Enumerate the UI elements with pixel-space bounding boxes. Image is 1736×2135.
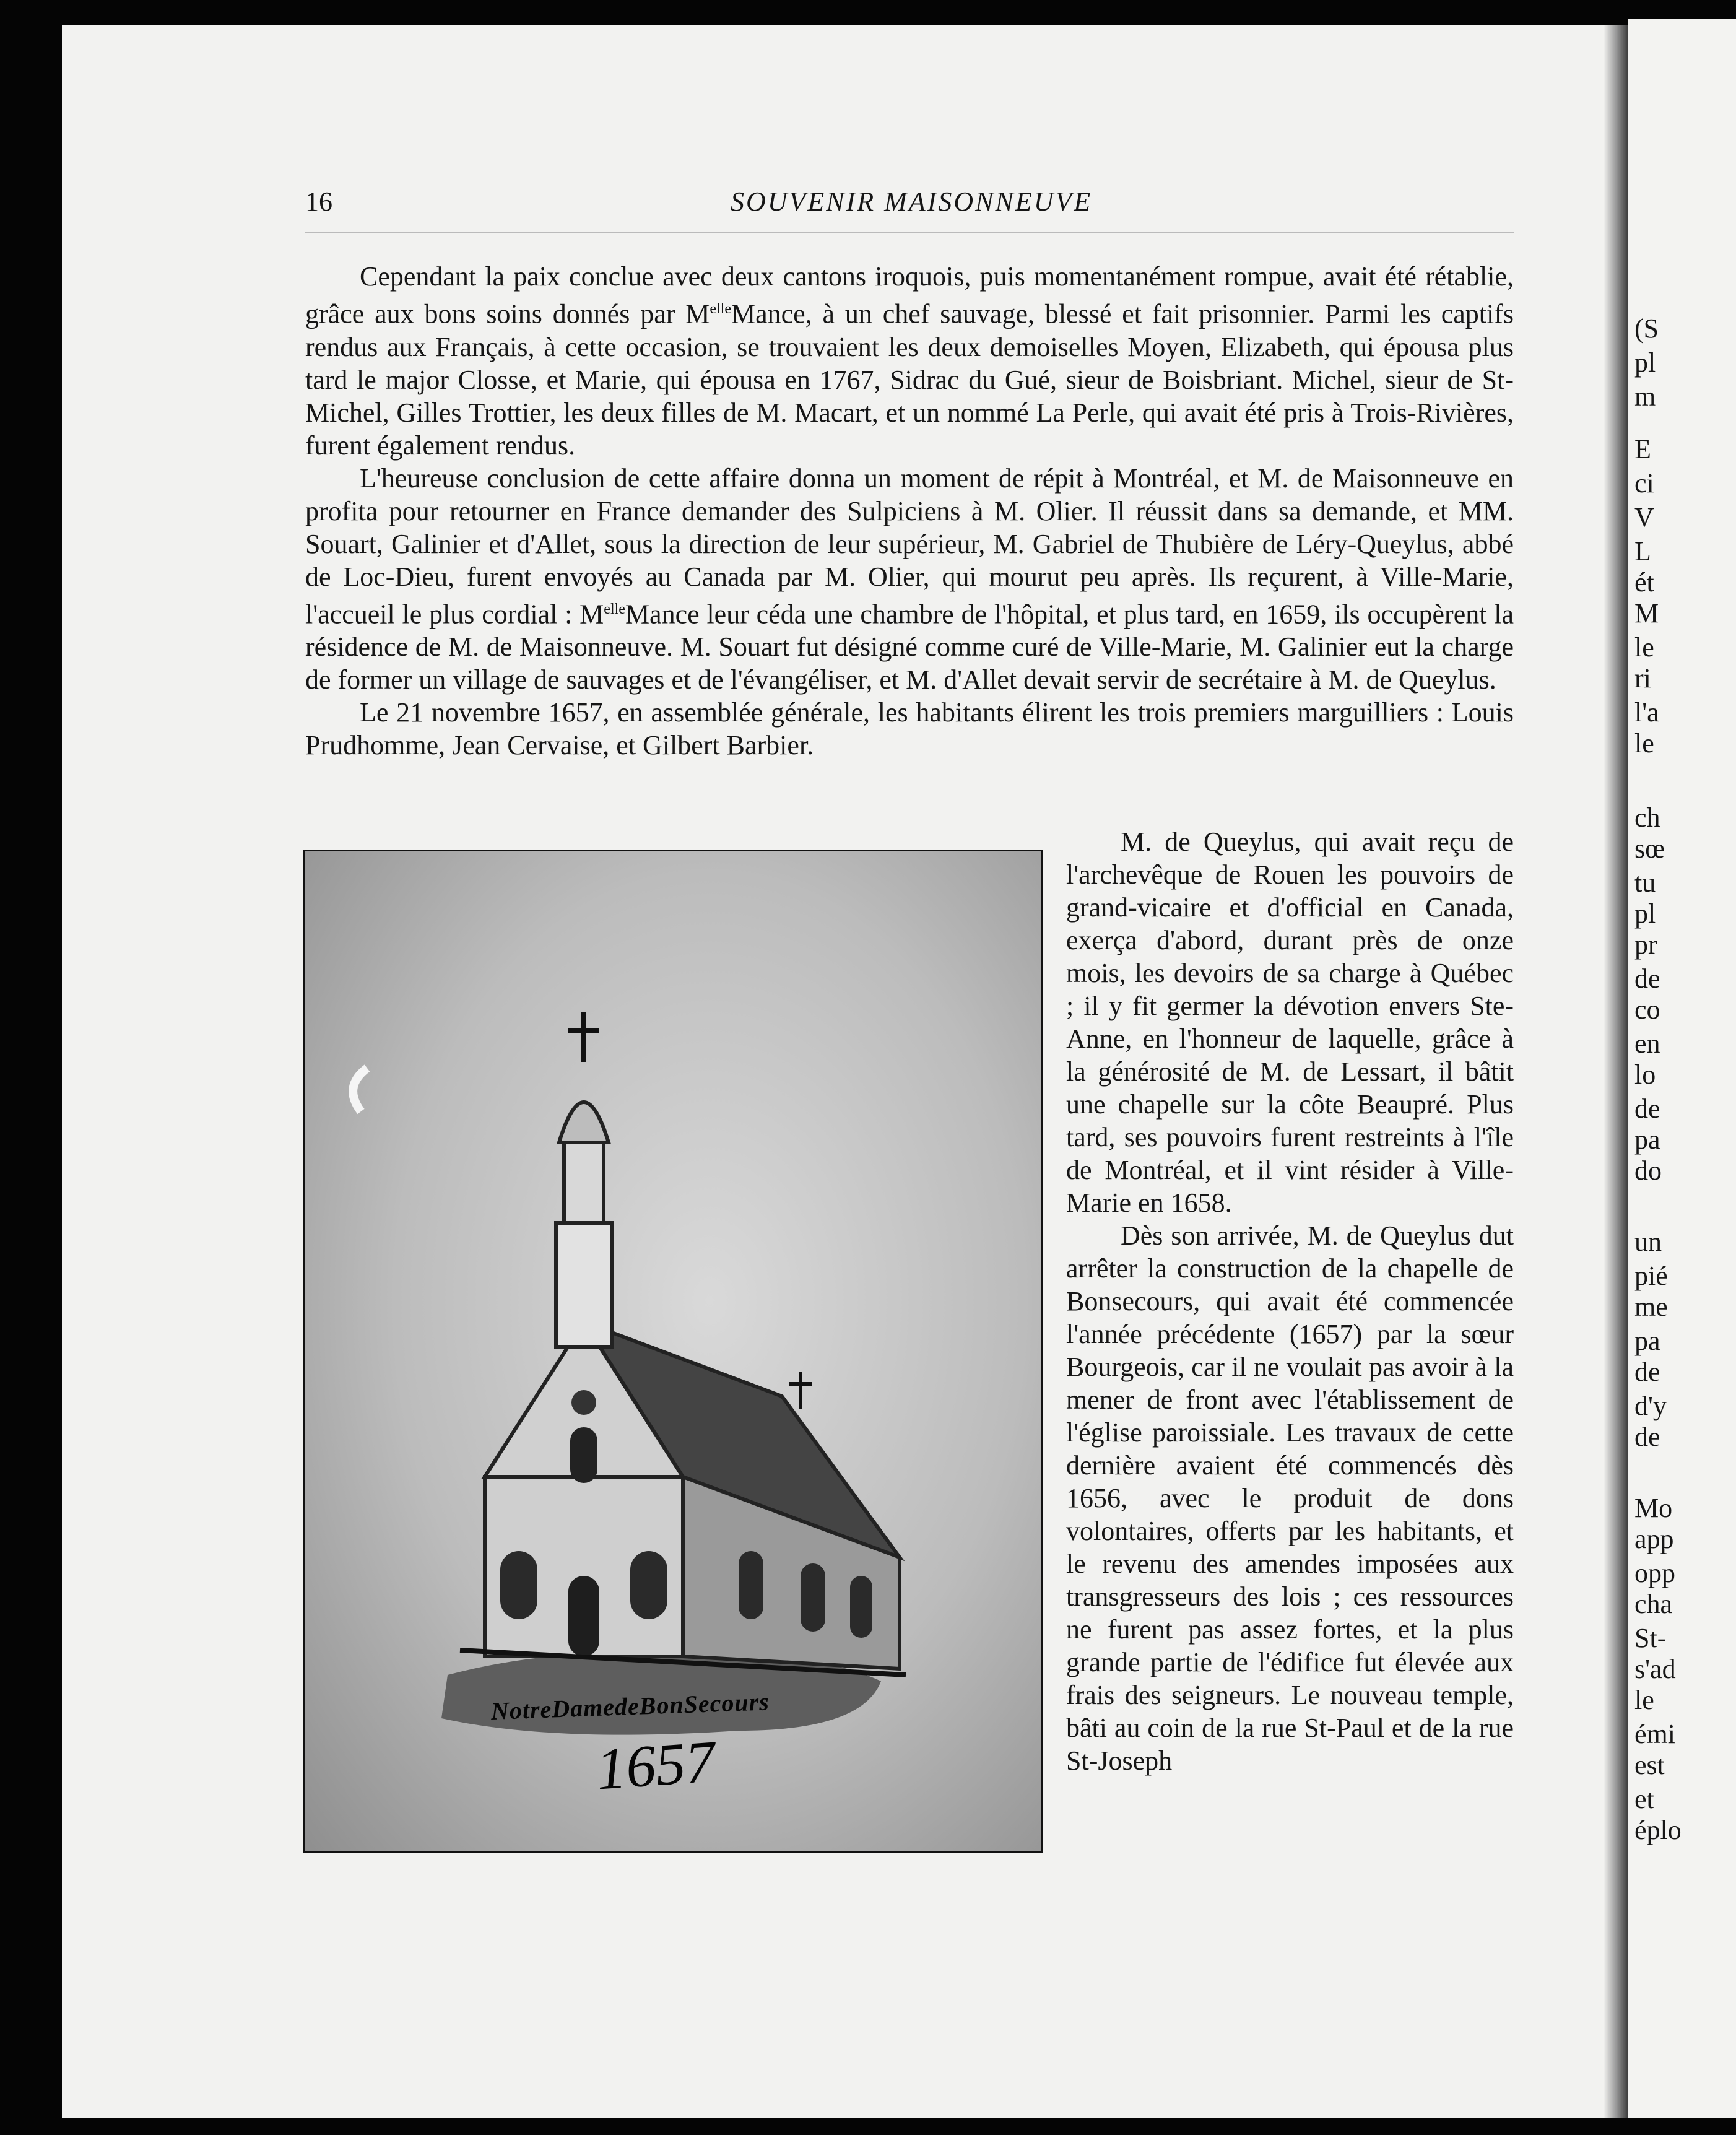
facade-window-left: [500, 1551, 537, 1619]
facing-page-line: pr: [1634, 929, 1657, 960]
facing-page-edge: [1628, 19, 1736, 2118]
side-paragraph-2: Dès son arrivée, M. de Queylus dut arrêter la construction de la chapelle de Bonsecours, qui avait été commencée l'année précédente (1657) par la sœur Bourgeois, car il ne voulait pas avoir à la mener de front avec l'établissement de l'église paroissiale. Les travaux de cette dernière avaient été commencés dès 1656, avec le produit de dons volontaires, offerts par les habitants, et le revenu des amendes imposées aux transgresseurs des lois ; ces ressources ne furent pas assez fortes, et la plus grande partie de l'édifice fut élevée aux frais des seigneurs. Le nouveau temple, bâti au coin de la rue St-Paul et de la rue St-Joseph: [1066, 1220, 1514, 1776]
page-gutter: [1604, 25, 1628, 2118]
facing-page-line: (S: [1634, 313, 1659, 344]
paper-blemish: [353, 1068, 367, 1111]
nave-window-2: [801, 1563, 825, 1632]
header-rule: [305, 232, 1514, 233]
facing-page-line: éplo: [1634, 1815, 1682, 1845]
paragraph-2-part-a: L'heureuse conclusion de cette affaire donna un moment de répit à Montréal, et M. de Maisonneuve en profita pour retourner en France demander des Sulpiciens à M. Olier. Il réussit dans sa demande, et MM. Souart, Galinier et d'Allet, sous la direction de leur supérieur, M. Gabriel de Thubière de Léry-Queylus, abbé de Loc-Dieu, furent envoyés au Canada par M. Olier, qui mourut peu après. Ils reçurent, à Ville-Marie, l'accueil le plus cordial : M: [305, 463, 1514, 630]
facing-page-line: L: [1634, 536, 1651, 567]
facing-page-line: d'y: [1634, 1391, 1667, 1421]
facing-page-line: de: [1634, 1422, 1660, 1452]
paragraph-2-part-b: Mance leur céda une chambre de l'hôpital, et plus tard, en 1659, ils occupèrent la résidence de M. de Maisonneuve. M. Souart fut désigné comme curé de Ville-Marie, M. Galinier eut la charge de former un village de sauvages et de l'évangéliser, et M. d'Allet devait servir de secrétaire à M. de Queylus.: [305, 599, 1514, 695]
facing-page-line: St-: [1634, 1623, 1667, 1653]
illustration-year: 1657: [594, 1728, 718, 1802]
facing-page-line: l'a: [1634, 697, 1659, 728]
facing-page-line: ch: [1634, 802, 1660, 833]
church-door: [568, 1576, 599, 1656]
facing-page-line: E: [1634, 434, 1651, 464]
steeple-dome: [559, 1102, 609, 1142]
bell-tower: [556, 1223, 612, 1347]
paragraph-1-part-b: Mance, à un chef sauvage, blessé et fait prisonnier. Parmi les captifs rendus aux Français, à cette occasion, se trouvaient les deux demoiselles Moyen, Elizabeth, qui épousa plus tard le major Closse, et Marie, qui épousa en 1767, Sidrac du Gué, sieur de Boisbriant. Michel, sieur de St-Michel, Gilles Trottier, les deux filles de M. Macart, et un nommé La Perle, qui avait été pris à Trois-Rivières, furent également rendus.: [305, 298, 1514, 461]
facing-page-line: le: [1634, 632, 1654, 663]
nave-window-3: [850, 1576, 872, 1638]
facing-page-line: sœ: [1634, 833, 1665, 864]
facing-page-line: ri: [1634, 663, 1651, 694]
paragraph-1: [305, 260, 1514, 462]
facing-page-line: co: [1634, 994, 1660, 1025]
facing-page-line: V: [1634, 502, 1654, 533]
facing-page-line: cha: [1634, 1589, 1673, 1619]
side-paragraph-1: M. de Queylus, qui avait reçu de l'archevêque de Rouen les pouvoirs de grand-vicaire et d'official en Canada, exerça d'abord, durant près de onze mois, les devoirs de sa charge à Québec ; il y fit germer la dévotion envers Ste-Anne, en l'honneur de laquelle, grâce à la générosité de M. de Lessart, il bâtit une chapelle sur la côte Beaupré. Plus tard, ses pouvoirs furent restreints à l'île de Montréal, et il vint résider à Ville-Marie en 1658.: [1066, 827, 1514, 1218]
facade-window-right: [630, 1551, 667, 1619]
church-illustration: [303, 850, 1043, 1853]
running-title: SOUVENIR MAISONNEUVE: [731, 186, 1093, 217]
main-text-block: [305, 260, 1514, 762]
facing-page-line: app: [1634, 1524, 1674, 1554]
facing-page-line: pa: [1634, 1326, 1660, 1356]
facing-page-line: de: [1634, 1357, 1660, 1387]
belfry: [564, 1142, 604, 1223]
facing-page-line: ét: [1634, 567, 1654, 598]
facing-page-line: de: [1634, 1094, 1660, 1124]
facing-page-line: s'ad: [1634, 1654, 1676, 1684]
facing-page-line: le: [1634, 1685, 1654, 1715]
nave-window-1: [739, 1551, 763, 1619]
facing-page-line: pl: [1634, 898, 1656, 929]
facing-page-line: pl: [1634, 347, 1656, 378]
facing-page-line: le: [1634, 728, 1654, 759]
facing-page-line: de: [1634, 963, 1660, 994]
facing-page-line: un: [1634, 1227, 1662, 1257]
superscript: elle: [604, 601, 625, 617]
page-number: 16: [305, 186, 332, 217]
facing-page-line: pa: [1634, 1124, 1660, 1155]
facing-page-line: émi: [1634, 1719, 1675, 1749]
facing-page-line: ci: [1634, 468, 1654, 498]
facing-page-line: pié: [1634, 1261, 1668, 1291]
rose-window: [571, 1390, 596, 1415]
facing-page-line: Mo: [1634, 1493, 1673, 1523]
facing-page-line: me: [1634, 1292, 1668, 1322]
facing-page-line: m: [1634, 381, 1656, 412]
upper-window: [570, 1427, 597, 1483]
paragraph-3: Le 21 novembre 1657, en assemblée générale, les habitants élirent les trois premiers marguilliers : Louis Prudhomme, Jean Cervaise, et Gilbert Barbier.: [305, 697, 1514, 761]
facing-page-line: en: [1634, 1028, 1660, 1059]
facing-page-line: est: [1634, 1750, 1665, 1780]
facing-page-line: lo: [1634, 1059, 1656, 1090]
illustration-caption: NotreDamedeBonSecours: [490, 1687, 770, 1725]
facing-page-line: tu: [1634, 867, 1656, 898]
side-text-block: [1066, 825, 1514, 1777]
facing-page-line: opp: [1634, 1558, 1675, 1588]
paragraph-1-part-a: Cependant la paix conclue avec deux cantons iroquois, puis momentanément rompue, avait été rétablie, grâce aux bons soins donnés par M: [305, 261, 1514, 329]
facing-page-line: M: [1634, 598, 1659, 628]
superscript: elle: [710, 301, 731, 317]
paragraph-2: [305, 462, 1514, 697]
facing-page-line: do: [1634, 1155, 1662, 1186]
facing-page-line: et: [1634, 1784, 1654, 1814]
